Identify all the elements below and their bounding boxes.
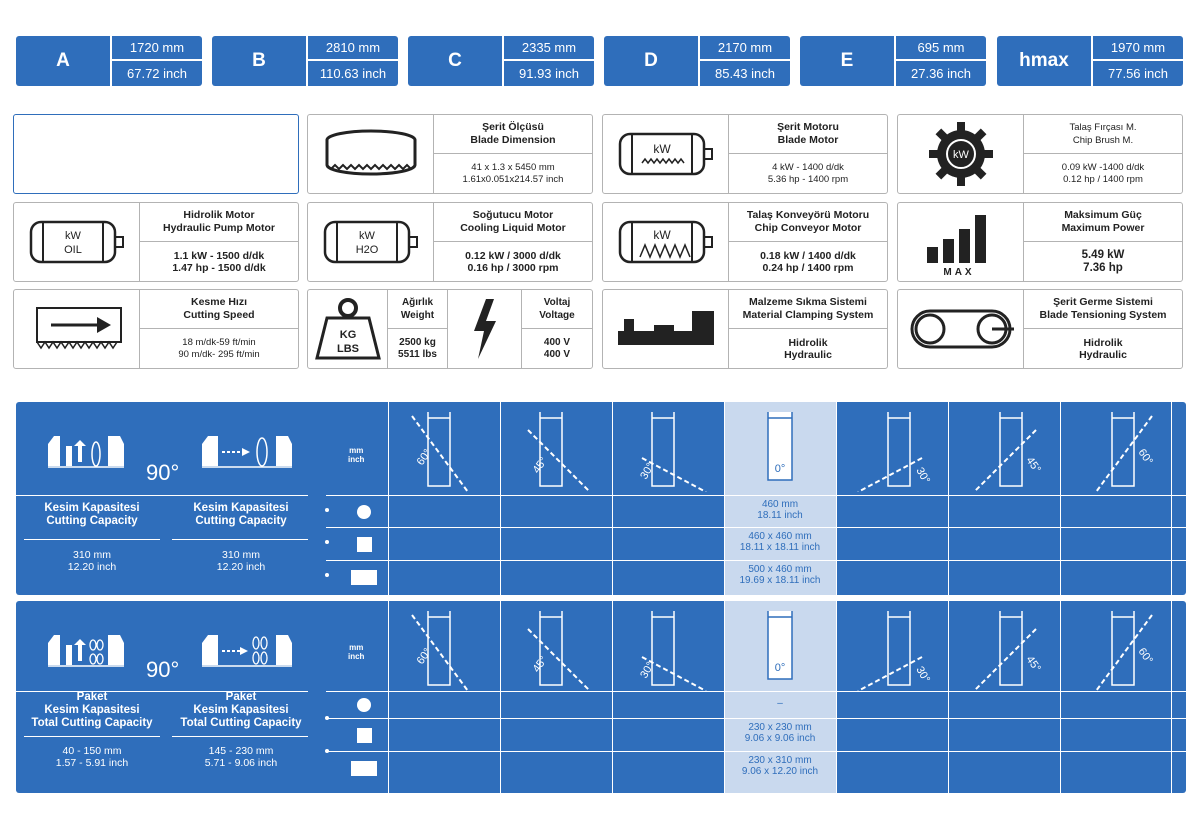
motor-icon-sublabel: H2O: [355, 244, 378, 256]
capacity-title-line: Paket: [225, 691, 257, 703]
clamping-card: [602, 289, 888, 369]
angle-label: 30°: [913, 664, 932, 685]
capacity-title-line: Total Cutting Capacity: [180, 717, 302, 729]
gear-icon-label: kW: [952, 149, 969, 161]
spec-value-2: 7.36 hp: [1083, 261, 1123, 274]
blade-motor-card: [602, 114, 888, 194]
angle-label: 60°: [1135, 446, 1155, 468]
spec-title-tr: Maksimum Güç: [1064, 209, 1142, 221]
capacity-title-line: Kesim Kapasitesi: [193, 704, 289, 716]
angle-60-right-icon: [1080, 609, 1156, 696]
weight-voltage-card: [307, 289, 593, 369]
spec-value-1: 0.09 kW -1400 d/dk: [1061, 161, 1145, 173]
capacity-title-line: Paket: [76, 691, 108, 703]
automatic-label-en: Automatic: [184, 158, 238, 170]
unit-inch: inch: [348, 652, 365, 661]
bundle-cutting-capacity-panel: [16, 601, 1186, 793]
capacity-value-inch: 12.20 inch: [216, 561, 266, 573]
spec-value-2: 5.36 hp - 1400 rpm: [767, 173, 849, 185]
coolant-motor-icon: [308, 203, 434, 281]
angle-label: 45°: [530, 654, 551, 675]
angle-label: 45°: [1023, 454, 1043, 476]
angle-45-left-icon: [520, 609, 596, 696]
capacity-title-line: Cutting Capacity: [195, 515, 287, 527]
angle-label: 60°: [1135, 645, 1155, 667]
spec-title-en: Maximum Power: [1061, 222, 1145, 234]
angle-label: 0°: [774, 662, 786, 674]
angle-0-icon: [742, 410, 818, 497]
square-section-icon: [346, 529, 382, 559]
angle-30-left-icon: [632, 609, 708, 696]
angle-45-right-icon: [968, 609, 1044, 696]
angle-30-right-icon: [856, 410, 932, 497]
spec-title-tr: Şerit Germe Sistemi: [1053, 296, 1153, 308]
zero-round-value: –: [777, 698, 783, 709]
angle-label: 0°: [774, 463, 786, 475]
cutting-speed-icon: [14, 290, 140, 368]
motor-icon-sublabel: OIL: [63, 244, 82, 256]
spec-title-en: Hydraulic Pump Motor: [162, 222, 275, 234]
motor-icon-label: kW: [358, 230, 375, 242]
spec-title-en: Chip Conveyor Motor: [754, 222, 862, 234]
zero-rectangle-value-mm: 230 x 310 mm: [748, 755, 812, 766]
dimension-inch: 110.63 inch: [319, 66, 387, 81]
dimension-box-c: [408, 36, 594, 86]
dimension-box-d: [604, 36, 790, 86]
spec-value-2: 1.61x0.051x214.57 inch: [462, 173, 564, 185]
spec-value-2: Hydraulic: [784, 348, 832, 361]
voltage-title-tr: Voltaj: [543, 297, 571, 308]
spec-title-en: Cooling Liquid Motor: [460, 222, 566, 234]
dimension-letter: C: [448, 50, 462, 71]
motor-icon: [603, 115, 729, 193]
capacity-value-mm: 145 - 230 mm: [208, 745, 274, 757]
voltage-value-1: 400 V: [543, 336, 571, 348]
angle-60-left-icon: [408, 609, 484, 696]
spec-value-2: 0.12 hp / 1400 rpm: [1063, 173, 1143, 185]
dimension-inch: 67.72 inch: [127, 66, 187, 81]
cutting-speed-card: [13, 289, 299, 369]
conveyor-motor-icon: [603, 203, 729, 281]
angle-30-left-icon: [632, 410, 708, 497]
dimension-mm: 2810 mm: [308, 36, 398, 61]
coolant-motor-card: [307, 202, 593, 282]
zero-round-value-inch: 18.11 inch: [757, 510, 803, 521]
spec-title-en: Blade Tensioning System: [1039, 309, 1167, 321]
spec-value-1: 18 m/dk-59 ft/min: [182, 336, 256, 348]
motor-icon-label: kW: [652, 142, 671, 156]
dimension-box-b: [212, 36, 398, 86]
capacity-title-line: Kesim Kapasitesi: [193, 502, 289, 514]
capacity-value-inch: 12.20 inch: [67, 561, 117, 573]
band-saw-blade-icon: [308, 115, 434, 193]
angle-30-right-icon: [856, 609, 932, 696]
angle-label: 45°: [1023, 653, 1043, 675]
spec-title-tr: Şerit Motoru: [777, 121, 839, 133]
automatic-card: [13, 114, 299, 194]
unit-mm: mm: [349, 643, 364, 652]
angle-label: 45°: [530, 455, 551, 476]
dimension-letter: E: [840, 50, 854, 71]
dimension-inch: 77.56 inch: [1108, 66, 1168, 81]
angle-label: 30°: [913, 465, 932, 486]
spec-value-1: 41 x 1.3 x 5450 mm: [471, 161, 555, 173]
vise-icon: [603, 290, 729, 368]
dimension-inch: 85.43 inch: [715, 66, 775, 81]
capacity-title-line: Cutting Capacity: [46, 515, 138, 527]
machine-front-round-icon: [44, 432, 128, 473]
motor-icon-label: kW: [652, 228, 671, 242]
dimension-box-a: [16, 36, 202, 86]
machine-front-bundle-icon: [44, 631, 128, 672]
spec-value-2: 1.47 hp - 1500 d/dk: [172, 261, 266, 274]
dimension-inch: 27.36 inch: [911, 66, 971, 81]
rectangle-section-icon: [342, 562, 386, 592]
panel-angle: 90°: [146, 657, 180, 682]
weight-icon: [308, 290, 388, 368]
spec-value-2: 90 m/dk- 295 ft/min: [178, 348, 260, 360]
hydraulic-motor-card: [13, 202, 299, 282]
capacity-title-line: Kesim Kapasitesi: [44, 704, 140, 716]
angle-45-right-icon: [968, 410, 1044, 497]
spec-title-tr: Kesme Hızı: [190, 296, 248, 308]
spec-title-tr: Soğutucu Motor: [472, 209, 554, 221]
weight-value-lbs: 5511 lbs: [398, 348, 437, 360]
dimension-letter: D: [644, 50, 658, 71]
machine-side-bundle-icon: [198, 631, 298, 672]
spec-value-1: 5.49 kW: [1081, 248, 1125, 261]
angle-label: 60°: [414, 646, 435, 667]
spec-title-tr: Talaş Fırçası M.: [1069, 122, 1137, 133]
dimension-mm: 1970 mm: [1093, 36, 1183, 61]
capacity-value-mm: 310 mm: [222, 549, 260, 561]
spec-title-tr: Malzeme Sıkma Sistemi: [749, 296, 867, 308]
automatic-label-tr: Otomatik: [187, 144, 235, 156]
angle-label: 30°: [638, 461, 657, 482]
dimension-box-e: [800, 36, 986, 86]
blade-tension-icon: [898, 290, 1024, 368]
blade-dimension-card: [307, 114, 593, 194]
power-bars-icon: [898, 203, 1024, 281]
voltage-value-2: 400 V: [543, 348, 571, 360]
zero-square-value-inch: 18.11 x 18.11 inch: [739, 542, 821, 553]
zero-square-value-mm: 460 x 460 mm: [748, 531, 812, 542]
voltage-title-en: Voltage: [539, 310, 575, 321]
zero-square-value-inch: 9.06 x 9.06 inch: [744, 733, 816, 744]
weight-title-tr: Ağırlık: [401, 297, 434, 308]
motor-icon-label: kW: [64, 230, 81, 242]
panel-angle: 90°: [146, 460, 180, 485]
spec-value-1: 0.18 kW / 1400 d/dk: [760, 249, 856, 262]
spec-title-tr: Talaş Konveyörü Motoru: [746, 209, 870, 221]
angle-label: 30°: [638, 660, 657, 681]
spec-value-1: 0.12 kW / 3000 d/dk: [465, 249, 561, 262]
spec-title-en: Blade Dimension: [470, 134, 556, 146]
square-section-icon: [346, 720, 382, 750]
weight-title-en: Weight: [400, 310, 435, 321]
spec-value-2: Hydraulic: [1079, 348, 1127, 361]
zero-square-value-mm: 230 x 230 mm: [748, 722, 812, 733]
zero-round-value-mm: 460 mm: [761, 499, 799, 510]
dimension-mm: 2335 mm: [504, 36, 594, 61]
round-section-icon: [346, 693, 382, 717]
gear-kw-icon: [898, 115, 1024, 193]
max-power-card: [897, 202, 1183, 282]
chip-brush-card: [897, 114, 1183, 194]
angle-label: 60°: [414, 447, 435, 468]
capacity-title-line: Kesim Kapasitesi: [44, 502, 140, 514]
angle-45-left-icon: [520, 410, 596, 497]
weight-icon-sublabel: LBS: [336, 343, 359, 355]
dimension-inch: 91.93 inch: [519, 66, 579, 81]
spec-value-2: 0.24 hp / 1400 rpm: [762, 261, 854, 274]
angle-0-icon: [742, 609, 818, 696]
oil-motor-icon: [14, 203, 140, 281]
tensioning-card: [897, 289, 1183, 369]
dimension-letter: B: [252, 50, 266, 71]
zero-rectangle-value-inch: 19.69 x 18.11 inch: [739, 575, 821, 586]
unit-mm: mm: [349, 446, 364, 455]
max-label: MAX: [942, 267, 975, 277]
zero-rectangle-value-inch: 9.06 x 12.20 inch: [741, 766, 819, 777]
weight-icon-label: KG: [339, 329, 356, 341]
capacity-value-inch: 1.57 - 5.91 inch: [55, 757, 129, 769]
spec-title-tr: Şerit Ölçüsü: [482, 121, 544, 133]
dimension-mm: 2170 mm: [700, 36, 790, 61]
capacity-value-inch: 5.71 - 9.06 inch: [204, 757, 278, 769]
dimension-box-hmax: [997, 36, 1183, 86]
spec-title-en: Material Clamping System: [742, 309, 874, 321]
spec-title-en: Cutting Speed: [183, 309, 255, 321]
lightning-icon: [448, 290, 522, 368]
rectangle-section-icon: [342, 753, 386, 783]
dimension-letter: hmax: [1019, 50, 1069, 71]
dimension-letter: A: [56, 50, 70, 71]
machine-side-round-icon: [198, 432, 298, 473]
spec-value-2: 0.16 hp / 3000 rpm: [467, 261, 559, 274]
spec-value-1: 4 kW - 1400 d/dk: [772, 161, 844, 173]
spec-value-1: 1.1 kW - 1500 d/dk: [173, 249, 265, 262]
cycle-arrows-icon: [74, 131, 164, 186]
chip-conveyor-card: [602, 202, 888, 282]
spec-title-en: Blade Motor: [777, 134, 839, 146]
spec-title-tr: Hidrolik Motor: [183, 209, 255, 221]
spec-title-en: Chip Brush M.: [1072, 135, 1134, 146]
weight-value-kg: 2500 kg: [399, 336, 436, 348]
cutting-capacity-panel: [16, 402, 1186, 595]
capacity-value-mm: 40 - 150 mm: [62, 745, 122, 757]
angle-60-right-icon: [1080, 410, 1156, 497]
angle-60-left-icon: [408, 410, 484, 497]
spec-value-1: Hidrolik: [1083, 336, 1123, 349]
unit-inch: inch: [348, 455, 365, 464]
dimension-mm: 695 mm: [896, 36, 986, 61]
spec-value-1: Hidrolik: [788, 336, 828, 349]
capacity-title-line: Total Cutting Capacity: [31, 717, 153, 729]
zero-rectangle-value-mm: 500 x 460 mm: [748, 564, 812, 575]
capacity-value-mm: 310 mm: [73, 549, 111, 561]
dimension-mm: 1720 mm: [112, 36, 202, 61]
round-section-icon: [346, 498, 382, 526]
